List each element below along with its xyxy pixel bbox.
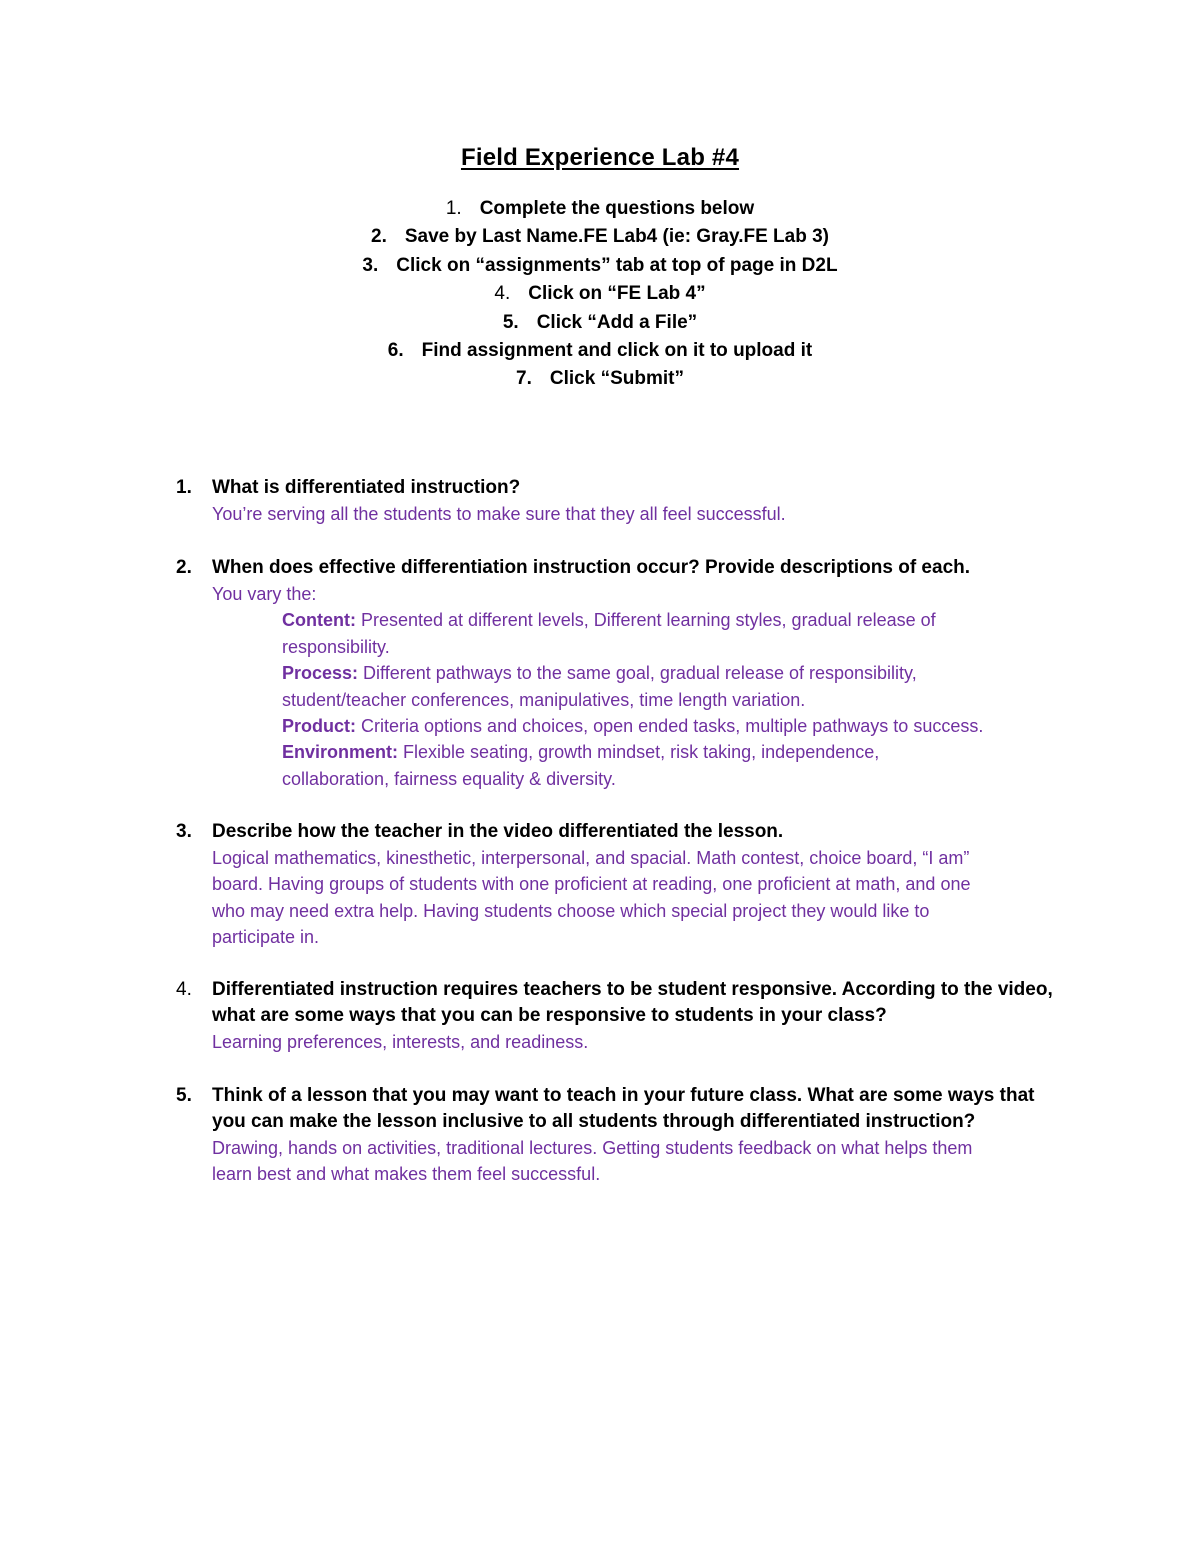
question-text-continued: [0, 1003, 1092, 1029]
step-text: Click on “assignments” tab at top of page in D2L: [396, 254, 838, 276]
answer-line: You vary the:: [212, 584, 317, 604]
question-number: 3.: [176, 821, 192, 842]
question-block: [0, 1083, 1200, 1188]
question-text: [0, 977, 1092, 1003]
answer-item-continued: responsibility.: [282, 636, 390, 657]
answer-item: [0, 607, 1200, 633]
answer-item-continued: student/teacher conferences, manipulatives, time length variation.: [282, 689, 806, 710]
step-text: Complete the questions below: [479, 198, 755, 219]
answer-item: [0, 660, 1200, 686]
answer-line: You’re serving all the students to make sure that they all feel successful.: [212, 504, 786, 524]
question-text: [0, 475, 1092, 501]
question-line: what are some ways that you can be responsive to students in your class?: [212, 1005, 887, 1026]
answer-line: board. Having groups of students with one proficient at reading, one proficient at math, and one: [212, 874, 971, 895]
answer-item-label: Product:: [282, 716, 356, 737]
answer-line: who may need extra help. Having students choose which special project they would like to: [212, 900, 930, 921]
answer-line: Drawing, hands on activities, traditional lectures. Getting students feedback on what helps them: [212, 1138, 973, 1158]
step-text: Find assignment and click on it to upload it: [421, 339, 813, 361]
answer-line: Learning preferences, interests, and readiness.: [212, 1032, 589, 1052]
question-number: 5.: [176, 1085, 192, 1106]
question-block: [0, 555, 1200, 792]
answer-line: Logical mathematics, kinesthetic, interpersonal, and spacial. Math contest, choice board, “I am”: [212, 848, 970, 868]
question-text: [0, 819, 1092, 845]
question-text: [0, 555, 1092, 581]
question-number: 4.: [176, 979, 192, 1000]
answer-line: learn best and what makes them feel successful.: [212, 1164, 601, 1185]
step-number: 1.: [445, 198, 462, 219]
step-item: [0, 195, 1200, 223]
question-line: Think of a lesson that you may want to teach in your future class. What are some ways that: [212, 1085, 1035, 1106]
step-item: [0, 365, 1200, 393]
question-text-continued: [0, 1109, 1092, 1135]
question-line: Describe how the teacher in the video differentiated the lesson.: [212, 821, 784, 842]
answer-item-label: Environment:: [282, 742, 399, 763]
page-title: Field Experience Lab #4: [460, 144, 740, 171]
question-line: you can make the lesson inclusive to all students through differentiated instruction?: [212, 1111, 976, 1132]
step-text: Click “Submit”: [549, 368, 684, 390]
step-item: [0, 337, 1200, 365]
answer-item-label: Process:: [282, 663, 359, 684]
question-number: 2.: [176, 557, 192, 578]
step-item: [0, 280, 1200, 308]
answer-item-continued: collaboration, fairness equality & diversity.: [282, 768, 616, 789]
answer-line: participate in.: [212, 927, 320, 948]
step-number: 5.: [502, 311, 519, 333]
step-number: 7.: [516, 368, 532, 390]
question-block: [0, 819, 1200, 951]
answer-item: [0, 713, 1200, 739]
answer-item-text: Criteria options and choices, open ended tasks, multiple pathways to success.: [356, 716, 984, 737]
question-text: [0, 1083, 1092, 1109]
instruction-steps: [0, 195, 1200, 394]
answer-item-text: Different pathways to the same goal, gradual release of responsibility,: [358, 663, 917, 684]
step-text: Save by Last Name.FE Lab4 (ie: Gray.FE Lab 3): [404, 226, 829, 248]
answer-item: [0, 739, 1200, 765]
question-line: When does effective differentiation instruction occur? Provide descriptions of each.: [212, 557, 971, 578]
answer-item-label: Content:: [282, 610, 356, 631]
step-item: [0, 309, 1200, 337]
step-item: [0, 223, 1200, 251]
step-number: 4.: [494, 283, 511, 305]
step-text: Click on “FE Lab 4”: [528, 283, 706, 305]
step-text: Click “Add a File”: [536, 311, 698, 333]
step-number: 2.: [371, 226, 387, 248]
step-number: 3.: [362, 254, 379, 276]
question-block: [0, 977, 1200, 1055]
answer-item-text: Presented at different levels, Different learning styles, gradual release of: [355, 610, 936, 631]
question-line: Differentiated instruction requires teachers to be student responsive. According to the video,: [212, 979, 1053, 1000]
step-number: 6.: [387, 339, 404, 361]
answer-item-text: Flexible seating, growth mindset, risk taking, independence,: [398, 742, 880, 763]
question-block: [0, 475, 1200, 527]
step-item: [0, 252, 1200, 280]
question-number: 1.: [176, 477, 192, 498]
question-line: What is differentiated instruction?: [212, 477, 521, 498]
